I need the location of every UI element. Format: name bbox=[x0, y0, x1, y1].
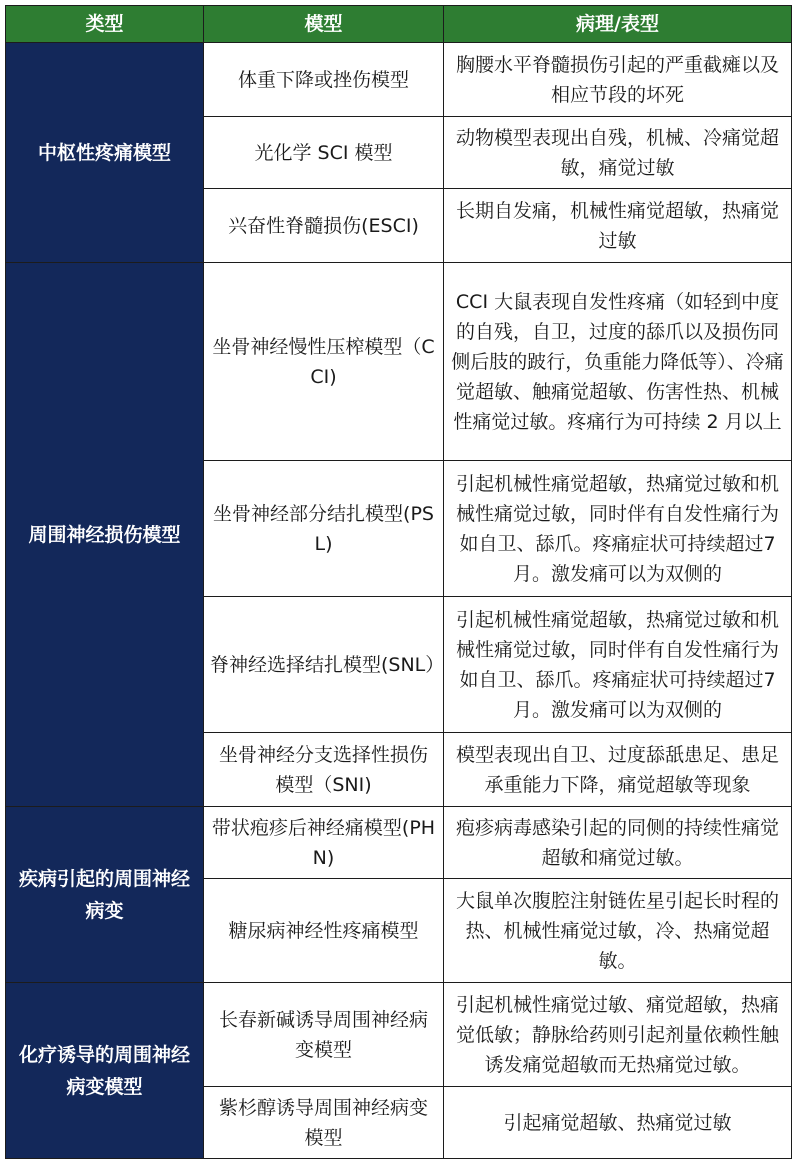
model-cell: 坐骨神经分支选择性损伤模型（SNI) bbox=[204, 733, 444, 807]
pathology-cell: CCI 大鼠表现自发性疼痛（如轻到中度的自残，自卫，过度的舔爪以及损伤同侧后肢的跛行，负重能力降低等）、冷痛觉超敏、触痛觉超敏、伤害性热、机械性痛觉过敏。疼痛行为可持续 2 月以上 bbox=[444, 263, 792, 461]
pathology-cell: 引起痛觉超敏、热痛觉过敏 bbox=[444, 1087, 792, 1159]
table-row bbox=[6, 43, 792, 117]
header-model: 模型 bbox=[204, 6, 444, 43]
model-cell: 光化学 SCI 模型 bbox=[204, 117, 444, 189]
group-type-disease-induced: 疾病引起的周围神经病变 bbox=[6, 807, 204, 983]
model-cell: 脊神经选择结扎模型(SNL） bbox=[204, 597, 444, 733]
pathology-cell: 胸腰水平脊髓损伤引起的严重截瘫以及相应节段的坏死 bbox=[444, 43, 792, 117]
header-row bbox=[6, 6, 792, 43]
pathology-cell: 引起机械性痛觉超敏，热痛觉过敏和机械性痛觉过敏，同时伴有自发性痛行为如自卫、舔爪。疼痛症状可持续超过7 月。激发痛可以为双侧的 bbox=[444, 597, 792, 733]
group-type-peripheral-injury: 周围神经损伤模型 bbox=[6, 263, 204, 807]
model-cell: 坐骨神经慢性压榨模型（CCI) bbox=[204, 263, 444, 461]
model-cell: 体重下降或挫伤模型 bbox=[204, 43, 444, 117]
group-type-central: 中枢性疼痛模型 bbox=[6, 43, 204, 263]
pathology-cell: 引起机械性痛觉超敏，热痛觉过敏和机械性痛觉过敏，同时伴有自发性痛行为如自卫、舔爪。疼痛症状可持续超过7 月。激发痛可以为双侧的 bbox=[444, 461, 792, 597]
model-cell: 带状疱疹后神经痛模型(PHN) bbox=[204, 807, 444, 879]
pathology-cell: 模型表现出自卫、过度舔舐患足、患足承重能力下降，痛觉超敏等现象 bbox=[444, 733, 792, 807]
pathology-cell: 长期自发痛，机械性痛觉超敏，热痛觉过敏 bbox=[444, 189, 792, 263]
pathology-cell: 引起机械性痛觉过敏、痛觉超敏，热痛觉低敏；静脉给药则引起剂量依赖性触诱发痛觉超敏而无热痛觉过敏。 bbox=[444, 983, 792, 1087]
group-type-chemo-induced: 化疗诱导的周围神经病变模型 bbox=[6, 983, 204, 1159]
header-type: 类型 bbox=[6, 6, 204, 43]
table-row bbox=[6, 807, 792, 879]
table-row bbox=[6, 263, 792, 461]
pathology-cell: 大鼠单次腹腔注射链佐星引起长时程的热、机械性痛觉过敏，冷、热痛觉超敏。 bbox=[444, 879, 792, 983]
header-pathology: 病理/表型 bbox=[444, 6, 792, 43]
model-cell: 紫杉醇诱导周围神经病变模型 bbox=[204, 1087, 444, 1159]
model-cell: 长春新碱诱导周围神经病变模型 bbox=[204, 983, 444, 1087]
pathology-cell: 动物模型表现出自残，机械、冷痛觉超敏，痛觉过敏 bbox=[444, 117, 792, 189]
model-cell: 坐骨神经部分结扎模型(PSL) bbox=[204, 461, 444, 597]
pathology-cell: 疱疹病毒感染引起的同侧的持续性痛觉超敏和痛觉过敏。 bbox=[444, 807, 792, 879]
pain-model-table bbox=[5, 5, 792, 1159]
model-cell: 兴奋性脊髓损伤(ESCI) bbox=[204, 189, 444, 263]
model-cell: 糖尿病神经性疼痛模型 bbox=[204, 879, 444, 983]
table-row bbox=[6, 983, 792, 1087]
